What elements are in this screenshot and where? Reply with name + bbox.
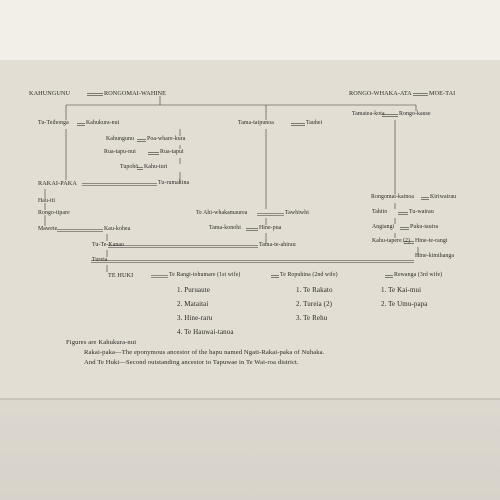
label-kahu-tapere: Kahu-tapere [372,238,402,244]
label-angiangi: Angiangi [372,224,395,230]
label-tamatea-kota: Tamatea-kota [352,111,385,117]
caption-line-1: Figures are Kahukura-nui [66,339,137,346]
label-tama-taipunoa: Tama-taipunoa [238,120,274,126]
label-rongomai-kainoa: Rongomai-kainoa [371,194,415,200]
label-tama-te-ahirau: Tama-te-ahirau [259,242,296,248]
child-third-wife-1: 1. Te Kai-mui [381,286,422,294]
label-rongo-whaka-ata: RONGO-WHAKA-ATA [349,90,412,97]
caption-line-2: Rakai-paka—The eponymous ancestor of the hapu named Ngati-Rakai-paka of Nuhaka. [84,349,325,356]
label-rakai-paka: RAKAI-PAKA [38,180,77,187]
label-kiriwairau: Kiriwairau [430,194,457,200]
label-kahungunu-2: Kahungunu [106,136,134,142]
label-kau-kohea: Kau-kohea [104,226,131,232]
child-third-wife-2: 2. Te Umu-papa [381,300,428,308]
label-rongomai-wahine: RONGOMAI-WAHINE [104,90,166,97]
next-page [0,400,500,500]
child-first-wife-2: 2. Mataitai [177,300,209,308]
child-first-wife-1: 1. Puruaute [177,286,210,294]
label-rua-tapu-nui: Rua-tapu-nui [104,149,136,155]
label-rua-tapui: Rua-tapui [160,149,184,155]
label-te-ropuhina: Te Ropuhina (2nd wife) [280,272,338,278]
label-poa-whare-kura: Poa-whare-kura [147,136,186,142]
label-rongo-tipare: Rongo-tipare [38,210,70,216]
label-hine-kimihanga: Hine-kimihanga [415,253,455,259]
label-tauhei: Tauhei [306,120,323,126]
label-rongo-kause: Rongo-kause [399,111,431,117]
label-hine-pua: Hine-pua [259,225,282,231]
child-second-wife-2: 2. Tureia (2) [296,300,333,308]
label-tu-rumakina: Tu-rumakina [158,180,190,186]
child-first-wife-3: 3. Hine-raru [177,314,213,322]
label-generation-2: (2) [403,238,411,244]
caption-line-3: And Te Huki—Second outstanding ancestor to Tapuwae in Te Wai-roa district. [84,359,299,366]
label-tahito: Tahito [372,209,388,215]
label-moe-tai: MOE-TAI [429,90,456,97]
label-tureia: Tureia [92,257,108,263]
label-mawete: Mawete [38,226,58,232]
label-te-rangi-tohumare: Te Rangi-tohumare (1st wife) [169,272,241,278]
label-hau-iti: Hau-iti [38,198,56,204]
label-te-huki: TE HUKI [108,272,134,279]
child-second-wife-3: 3. Te Rehu [296,314,328,322]
label-tama-konohi: Tama-konohi [209,225,241,231]
label-tupoho: Tupohō [120,164,139,170]
label-te-ahi-whakamaurea: Te Ahi-whakamaurea [196,210,248,216]
label-hine-te-rangi: Hine-te-rangi [415,238,448,244]
child-second-wife-1: 1. Te Rakato [296,286,333,294]
label-tawhiwhi: Tawhiwhi [285,210,309,216]
label-tu-te-kanao: Tu-Te-Kanao [92,242,125,248]
label-puku-tauira: Puku-tauira [410,224,439,230]
label-tu-teihonga: Tu-Teihonga [38,120,69,126]
label-tu-wairau: Tu-wairau [409,209,434,215]
label-kahu-turi: Kahu-turi [144,164,168,170]
child-first-wife-4: 4. Te Hauwai-tanoa [177,328,234,336]
label-kahungunu: KAHUNGUNU [29,90,71,97]
label-kahukura-nui: Kahukura-nui [86,120,120,126]
label-rewanga: Rewanga (3rd wife) [394,272,443,278]
